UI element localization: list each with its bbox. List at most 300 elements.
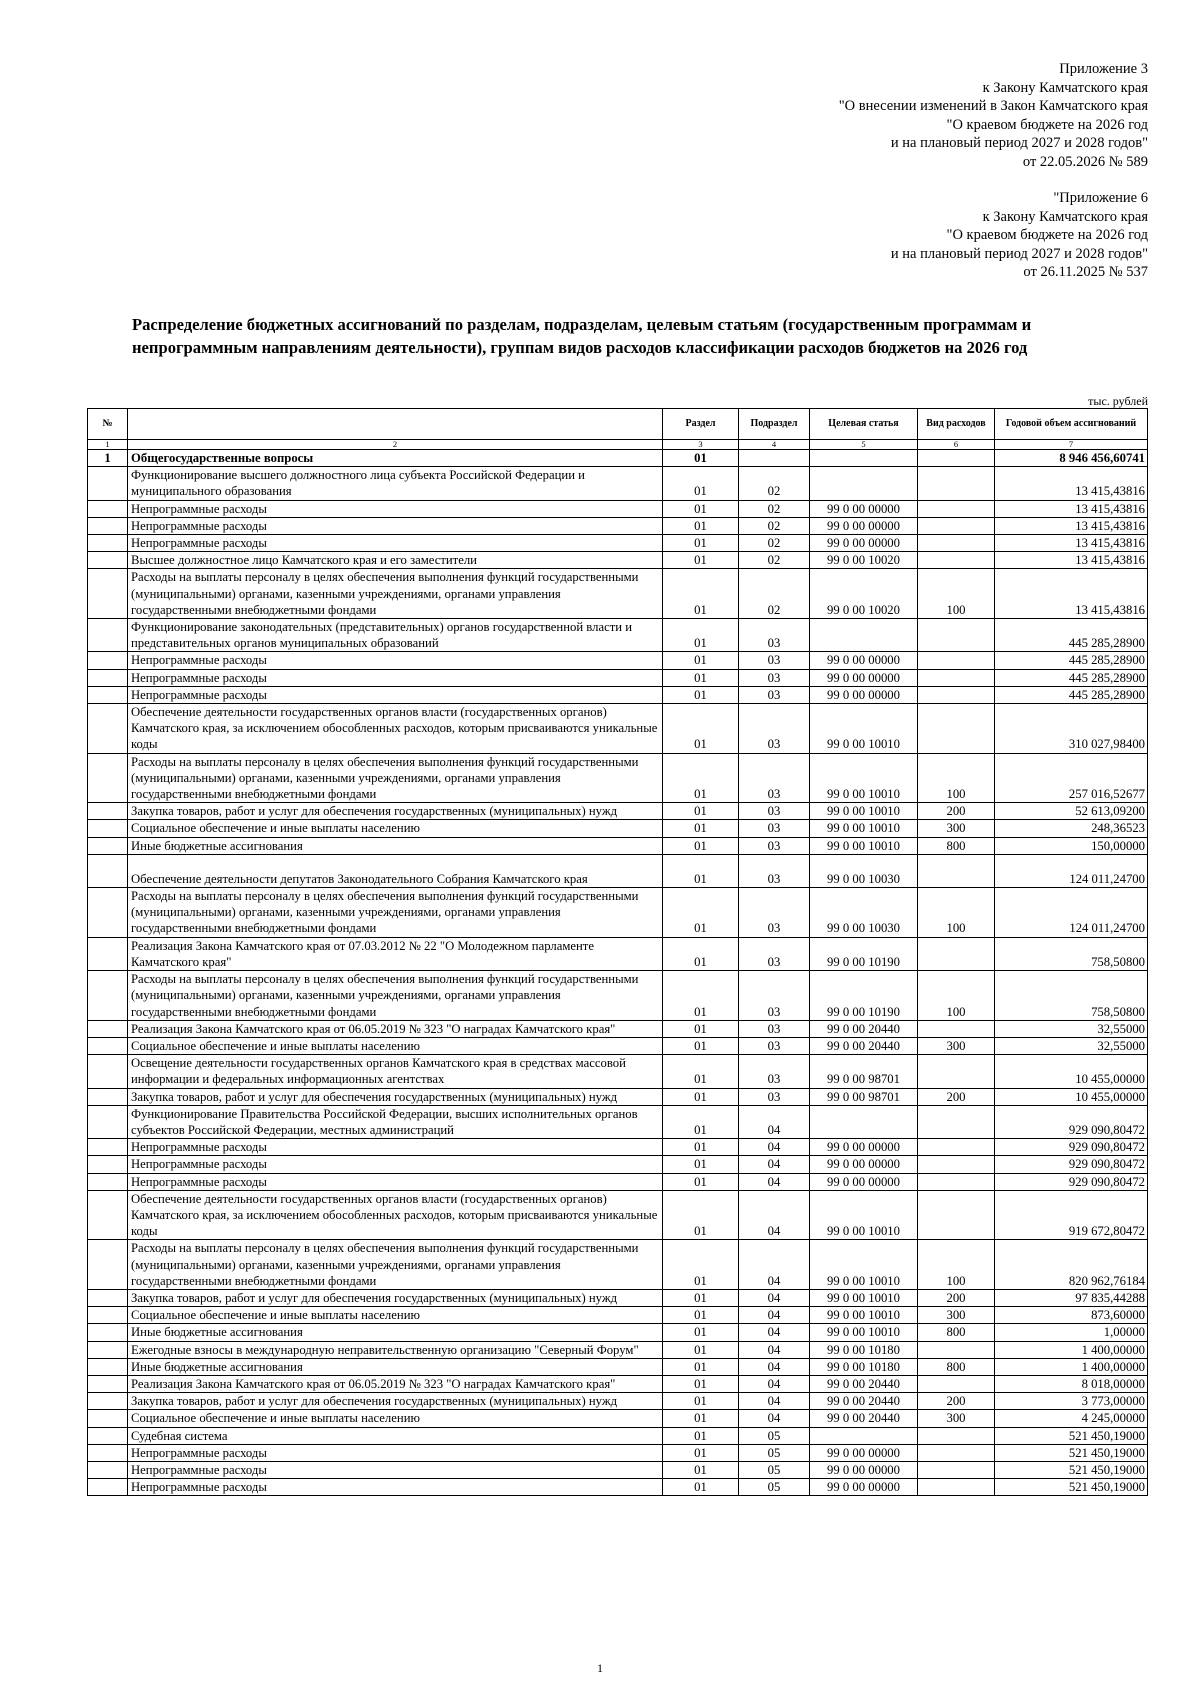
header-number: № [88,409,128,440]
row-number-cell [88,1088,128,1105]
row-amount-cell: 1 400,00000 [995,1358,1148,1375]
row-article-cell: 99 0 00 00000 [810,1444,918,1461]
row-subsection-cell: 05 [739,1479,810,1496]
row-section-cell: 01 [663,652,739,669]
header-annual-amount: Годовой объем ассигнований [995,409,1148,440]
row-number-cell [88,467,128,500]
row-subsection-cell: 02 [739,569,810,619]
row-type-cell [918,1156,995,1173]
column-number: 5 [810,440,918,450]
row-number-cell [88,1410,128,1427]
row-subsection-cell: 04 [739,1393,810,1410]
row-name-cell: Обеспечение деятельности депутатов Законодательного Собрания Камчатского края [128,854,663,887]
table-row [88,1055,1148,1088]
column-number: 1 [88,440,128,450]
row-amount-cell: 929 090,80472 [995,1173,1148,1190]
appendix-line: и на плановый период 2027 и 2028 годов" [890,245,1148,262]
row-number-cell [88,569,128,619]
row-amount-cell: 32,55000 [995,1037,1148,1054]
appendix-line: "О внесении изменений в Закон Камчатского края [838,98,1148,114]
row-amount-cell: 919 672,80472 [995,1190,1148,1240]
row-name-cell: Непрограммные расходы [128,652,663,669]
table-row [88,500,1148,517]
column-number: 4 [739,440,810,450]
row-amount-cell: 248,36523 [995,820,1148,837]
row-subsection-cell: 03 [739,1055,810,1088]
row-section-cell: 01 [663,1427,739,1444]
row-section-cell: 01 [663,552,739,569]
row-subsection-cell: 04 [739,1190,810,1240]
row-type-cell [918,1105,995,1138]
table-row [88,1375,1148,1392]
row-type-cell [918,1020,995,1037]
row-section-cell: 01 [663,1289,739,1306]
row-name-cell: Непрограммные расходы [128,500,663,517]
row-subsection-cell: 03 [739,652,810,669]
row-number-cell [88,1139,128,1156]
row-amount-cell: 445 285,28900 [995,619,1148,652]
row-type-cell [918,552,995,569]
row-subsection-cell: 02 [739,467,810,500]
row-article-cell: 99 0 00 98701 [810,1055,918,1088]
row-subsection-cell: 03 [739,820,810,837]
row-section-cell: 01 [663,1444,739,1461]
row-article-cell: 99 0 00 20440 [810,1037,918,1054]
header-subsection: Подраздел [739,409,810,440]
row-type-cell: 300 [918,820,995,837]
appendix-line: Приложение 3 [1059,61,1148,77]
row-type-cell [918,1461,995,1478]
table-row [88,837,1148,854]
row-amount-cell: 521 450,19000 [995,1461,1148,1478]
row-number-cell [88,854,128,887]
row-amount-cell: 257 016,52677 [995,753,1148,803]
row-section-cell: 01 [663,1240,739,1290]
row-section-cell: 01 [663,569,739,619]
row-article-cell: 99 0 00 10190 [810,971,918,1021]
row-number-cell: 1 [88,450,128,467]
row-number-cell [88,1427,128,1444]
row-article-cell: 99 0 00 10180 [810,1341,918,1358]
row-amount-cell: 8 018,00000 [995,1375,1148,1392]
row-number-cell [88,517,128,534]
row-article-cell: 99 0 00 10020 [810,552,918,569]
table-row [88,888,1148,938]
row-subsection-cell: 02 [739,535,810,552]
row-amount-cell: 445 285,28900 [995,686,1148,703]
table-row [88,971,1148,1021]
row-amount-cell: 13 415,43816 [995,552,1148,569]
row-section-cell: 01 [663,1055,739,1088]
row-subsection-cell: 03 [739,1037,810,1054]
table-row [88,1479,1148,1496]
row-section-cell: 01 [663,535,739,552]
row-number-cell [88,937,128,970]
row-name-cell: Непрограммные расходы [128,669,663,686]
table-row [88,517,1148,534]
table-row [88,669,1148,686]
row-name-cell: Расходы на выплаты персоналу в целях обеспечения выполнения функций государственными (муниципальными) органами, казенными учреждениями, органами управления государственными внебюджетными фондами [128,569,663,619]
row-type-cell: 800 [918,1324,995,1341]
row-name-cell: Непрограммные расходы [128,1479,663,1496]
row-name-cell: Иные бюджетные ассигнования [128,1324,663,1341]
table-row [88,1037,1148,1054]
row-name-cell: Функционирование высшего должностного лица субъекта Российской Федерации и муниципального образования [128,467,663,500]
row-article-cell: 99 0 00 10010 [810,1324,918,1341]
row-name-cell: Закупка товаров, работ и услуг для обеспечения государственных (муниципальных) нужд [128,1289,663,1306]
row-name-cell: Непрограммные расходы [128,1461,663,1478]
row-type-cell: 200 [918,803,995,820]
row-number-cell [88,1105,128,1138]
row-name-cell: Непрограммные расходы [128,1173,663,1190]
document-title: Распределение бюджетных ассигнований по разделам, подразделам, целевым статьям (государственным программам и непрограммным направлениям деятельности), группам видов расходов классификации расходов бюджетов на 2026 год [132,315,1032,357]
row-type-cell [918,854,995,887]
row-name-cell: Иные бюджетные ассигнования [128,837,663,854]
appendix-line: и на плановый период 2027 и 2028 годов" [890,135,1148,151]
row-name-cell: Реализация Закона Камчатского края от 06.05.2019 № 323 "О наградах Камчатского края" [128,1020,663,1037]
row-section-cell: 01 [663,1410,739,1427]
row-section-cell: 01 [663,1190,739,1240]
row-type-cell [918,450,995,467]
row-number-cell [88,669,128,686]
column-number: 2 [128,440,663,450]
header-section: Раздел [663,409,739,440]
table-row [88,1105,1148,1138]
row-article-cell: 99 0 00 20440 [810,1375,918,1392]
row-article-cell: 99 0 00 10010 [810,820,918,837]
row-article-cell [810,1105,918,1138]
row-amount-cell: 758,50800 [995,971,1148,1021]
row-section-cell: 01 [663,669,739,686]
table-row [88,704,1148,754]
row-amount-cell: 929 090,80472 [995,1105,1148,1138]
table-row [88,1393,1148,1410]
row-amount-cell: 10 455,00000 [995,1055,1148,1088]
row-name-cell: Непрограммные расходы [128,1156,663,1173]
row-type-cell [918,1375,995,1392]
row-subsection-cell: 04 [739,1358,810,1375]
table-row [88,1410,1148,1427]
row-name-cell: Непрограммные расходы [128,517,663,534]
table-row [88,686,1148,703]
row-number-cell [88,1289,128,1306]
row-amount-cell: 873,60000 [995,1307,1148,1324]
appendix-line: "О краевом бюджете на 2026 год [946,227,1148,243]
row-subsection-cell: 03 [739,619,810,652]
appendix-line: "Приложение 6 [1053,190,1148,206]
row-type-cell: 100 [918,971,995,1021]
row-amount-cell: 1 400,00000 [995,1341,1148,1358]
row-type-cell [918,1139,995,1156]
row-article-cell: 99 0 00 20440 [810,1393,918,1410]
row-subsection-cell: 05 [739,1427,810,1444]
row-name-cell: Функционирование Правительства Российской Федерации, высших исполнительных органов субъектов Российской Федерации, местных администраций [128,1105,663,1138]
row-amount-cell: 124 011,24700 [995,854,1148,887]
row-subsection-cell: 02 [739,552,810,569]
row-section-cell: 01 [663,704,739,754]
row-number-cell [88,837,128,854]
table-row [88,1324,1148,1341]
row-article-cell: 99 0 00 00000 [810,535,918,552]
row-subsection-cell: 04 [739,1289,810,1306]
row-section-cell: 01 [663,1156,739,1173]
row-name-cell: Социальное обеспечение и иные выплаты населению [128,820,663,837]
row-type-cell: 200 [918,1088,995,1105]
row-subsection-cell: 04 [739,1173,810,1190]
row-name-cell: Непрограммные расходы [128,686,663,703]
row-amount-cell: 124 011,24700 [995,888,1148,938]
row-type-cell: 100 [918,753,995,803]
row-subsection-cell: 03 [739,937,810,970]
row-type-cell: 100 [918,569,995,619]
row-subsection-cell: 04 [739,1307,810,1324]
column-number: 6 [918,440,995,450]
row-section-cell: 01 [663,1324,739,1341]
column-number: 3 [663,440,739,450]
row-article-cell: 99 0 00 00000 [810,500,918,517]
row-section-cell: 01 [663,467,739,500]
row-amount-cell: 1,00000 [995,1324,1148,1341]
row-amount-cell: 52 613,09200 [995,803,1148,820]
row-amount-cell: 521 450,19000 [995,1427,1148,1444]
row-name-cell: Судебная система [128,1427,663,1444]
row-name-cell: Непрограммные расходы [128,535,663,552]
row-amount-cell: 521 450,19000 [995,1479,1148,1496]
row-section-cell: 01 [663,686,739,703]
row-type-cell: 800 [918,1358,995,1375]
row-type-cell [918,517,995,534]
row-article-cell: 99 0 00 10030 [810,854,918,887]
row-section-cell: 01 [663,1088,739,1105]
row-number-cell [88,1341,128,1358]
row-amount-cell: 820 962,76184 [995,1240,1148,1290]
row-number-cell [88,1055,128,1088]
row-article-cell: 99 0 00 00000 [810,669,918,686]
row-type-cell [918,1479,995,1496]
row-type-cell [918,500,995,517]
appendix-line: к Закону Камчатского края [982,79,1148,96]
row-section-cell: 01 [663,500,739,517]
row-article-cell: 99 0 00 10030 [810,888,918,938]
row-section-cell: 01 [663,1037,739,1054]
row-article-cell: 99 0 00 10010 [810,803,918,820]
row-type-cell [918,937,995,970]
row-type-cell [918,1427,995,1444]
row-number-cell [88,535,128,552]
row-article-cell: 99 0 00 10010 [810,1190,918,1240]
table-row [88,1461,1148,1478]
appendix-3-header [839,60,1148,171]
row-section-cell: 01 [663,937,739,970]
row-number-cell [88,1461,128,1478]
appendix-line: от 22.05.2026 № 589 [1022,153,1148,170]
row-type-cell: 300 [918,1037,995,1054]
row-amount-cell: 521 450,19000 [995,1444,1148,1461]
row-subsection-cell: 03 [739,888,810,938]
row-name-cell: Расходы на выплаты персоналу в целях обеспечения выполнения функций государственными (муниципальными) органами, казенными учреждениями, органами управления государственными внебюджетными фондами [128,971,663,1021]
row-number-cell [88,1173,128,1190]
row-type-cell: 100 [918,1240,995,1290]
table-row [88,619,1148,652]
appendix-6-header [891,189,1148,282]
row-article-cell: 99 0 00 00000 [810,686,918,703]
row-subsection-cell: 04 [739,1156,810,1173]
row-type-cell: 200 [918,1393,995,1410]
row-number-cell [88,552,128,569]
row-name-cell: Непрограммные расходы [128,1139,663,1156]
row-subsection-cell: 03 [739,971,810,1021]
row-section-cell: 01 [663,854,739,887]
row-name-cell: Обеспечение деятельности государственных органов власти (государственных органов) Камчатского края, за исключением обособленных расходов, которым присваиваются уникальные коды [128,1190,663,1240]
row-name-cell: Социальное обеспечение и иные выплаты населению [128,1410,663,1427]
row-type-cell [918,1055,995,1088]
row-type-cell [918,669,995,686]
row-section-cell: 01 [663,888,739,938]
row-section-cell: 01 [663,1358,739,1375]
row-article-cell: 99 0 00 00000 [810,652,918,669]
row-amount-cell: 758,50800 [995,937,1148,970]
row-article-cell: 99 0 00 00000 [810,1156,918,1173]
row-name-cell: Обеспечение деятельности государственных органов власти (государственных органов) Камчатского края, за исключением обособленных расходов, которым присваиваются уникальные коды [128,704,663,754]
row-subsection-cell: 03 [739,803,810,820]
row-subsection-cell: 04 [739,1375,810,1392]
row-subsection-cell: 02 [739,500,810,517]
budget-table-body [88,450,1148,1496]
row-number-cell [88,888,128,938]
row-section-cell: 01 [663,1375,739,1392]
row-type-cell: 300 [918,1410,995,1427]
row-type-cell [918,619,995,652]
row-type-cell: 300 [918,1307,995,1324]
row-article-cell: 99 0 00 98701 [810,1088,918,1105]
row-amount-cell: 8 946 456,60741 [995,450,1148,467]
row-type-cell [918,686,995,703]
row-type-cell [918,1444,995,1461]
row-section-cell: 01 [663,837,739,854]
header-target-article: Целевая статья [810,409,918,440]
row-section-cell: 01 [663,1105,739,1138]
row-subsection-cell: 03 [739,1088,810,1105]
row-number-cell [88,1444,128,1461]
row-type-cell [918,652,995,669]
row-number-cell [88,1375,128,1392]
row-number-cell [88,500,128,517]
table-row [88,1358,1148,1375]
table-row [88,450,1148,467]
row-number-cell [88,686,128,703]
row-amount-cell: 929 090,80472 [995,1139,1148,1156]
row-number-cell [88,820,128,837]
row-type-cell [918,1341,995,1358]
row-amount-cell: 13 415,43816 [995,517,1148,534]
row-section-cell: 01 [663,1479,739,1496]
row-subsection-cell: 04 [739,1240,810,1290]
row-article-cell: 99 0 00 10010 [810,1307,918,1324]
table-row [88,652,1148,669]
table-row [88,1173,1148,1190]
row-section-cell: 01 [663,1173,739,1190]
table-row [88,1020,1148,1037]
table-row [88,803,1148,820]
row-subsection-cell: 03 [739,1020,810,1037]
row-article-cell: 99 0 00 00000 [810,1173,918,1190]
row-subsection-cell: 03 [739,753,810,803]
row-number-cell [88,652,128,669]
table-row [88,1240,1148,1290]
row-article-cell: 99 0 00 10020 [810,569,918,619]
row-number-cell [88,1240,128,1290]
row-amount-cell: 32,55000 [995,1020,1148,1037]
table-row [88,1190,1148,1240]
appendix-line: от 26.11.2025 № 537 [1023,264,1148,280]
row-section-cell: 01 [663,820,739,837]
row-name-cell: Иные бюджетные ассигнования [128,1358,663,1375]
appendix-line: к Закону Камчатского края [982,208,1148,225]
table-row [88,569,1148,619]
row-number-cell [88,1358,128,1375]
units-label: тыс. рублей [1088,394,1148,408]
row-type-cell [918,704,995,754]
table-row [88,1341,1148,1358]
row-number-cell [88,1479,128,1496]
row-name-cell: Закупка товаров, работ и услуг для обеспечения государственных (муниципальных) нужд [128,1088,663,1105]
row-number-cell [88,619,128,652]
row-number-cell [88,1324,128,1341]
row-amount-cell: 445 285,28900 [995,669,1148,686]
table-row [88,1444,1148,1461]
budget-table [87,408,1148,1496]
row-type-cell [918,535,995,552]
row-subsection-cell: 03 [739,854,810,887]
row-section-cell: 01 [663,1393,739,1410]
row-name-cell: Освещение деятельности государственных органов Камчатского края в средствах массовой информации и федеральных информационных агентствах [128,1055,663,1088]
row-type-cell [918,1190,995,1240]
row-amount-cell: 97 835,44288 [995,1289,1148,1306]
row-section-cell: 01 [663,803,739,820]
row-number-cell [88,1156,128,1173]
row-subsection-cell: 03 [739,669,810,686]
table-row [88,467,1148,500]
table-row [88,552,1148,569]
row-section-cell: 01 [663,517,739,534]
row-section-cell: 01 [663,1461,739,1478]
row-amount-cell: 13 415,43816 [995,500,1148,517]
column-number: 7 [995,440,1148,450]
row-subsection-cell: 04 [739,1341,810,1358]
row-name-cell: Расходы на выплаты персоналу в целях обеспечения выполнения функций государственными (муниципальными) органами, казенными учреждениями, органами управления государственными внебюджетными фондами [128,888,663,938]
row-subsection-cell: 05 [739,1444,810,1461]
row-article-cell [810,619,918,652]
row-amount-cell: 13 415,43816 [995,467,1148,500]
row-article-cell: 99 0 00 10180 [810,1358,918,1375]
row-section-cell: 01 [663,971,739,1021]
row-type-cell: 100 [918,888,995,938]
page-number: 1 [597,1661,603,1675]
row-name-cell: Ежегодные взносы в международную неправительственную организацию "Северный Форум" [128,1341,663,1358]
table-row [88,854,1148,887]
row-section-cell: 01 [663,753,739,803]
row-subsection-cell: 05 [739,1461,810,1478]
row-number-cell [88,1190,128,1240]
row-article-cell: 99 0 00 00000 [810,1139,918,1156]
row-article-cell: 99 0 00 00000 [810,517,918,534]
row-section-cell: 01 [663,619,739,652]
row-subsection-cell: 03 [739,686,810,703]
row-article-cell [810,450,918,467]
row-amount-cell: 10 455,00000 [995,1088,1148,1105]
row-amount-cell: 445 285,28900 [995,652,1148,669]
row-article-cell: 99 0 00 20440 [810,1020,918,1037]
